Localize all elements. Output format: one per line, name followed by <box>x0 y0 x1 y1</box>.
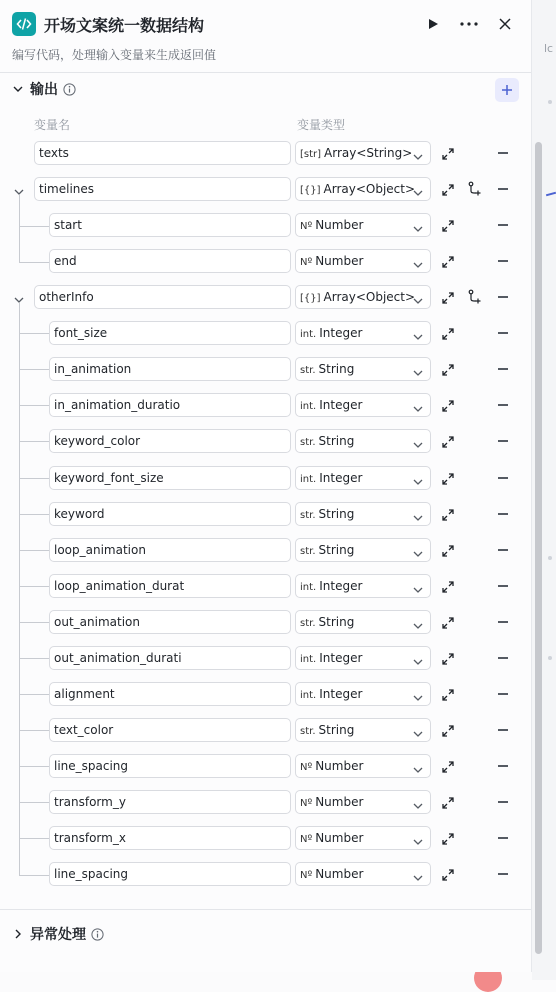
variable-name-input[interactable]: otherInfo <box>34 285 291 309</box>
chevron-down-icon <box>412 761 424 783</box>
type-label: String <box>318 362 355 376</box>
canvas-dot <box>548 556 552 560</box>
chevron-right-icon <box>12 928 24 940</box>
expand-icon[interactable] <box>441 290 455 304</box>
variable-type-select[interactable] <box>295 610 431 634</box>
type-icon: str. <box>300 618 316 629</box>
remove-row-button[interactable] <box>498 729 508 731</box>
type-icon: int. <box>300 582 317 593</box>
variable-name-input[interactable]: transform_y <box>49 790 291 814</box>
type-icon: [str] <box>300 149 322 160</box>
type-label: Number <box>315 759 364 773</box>
variable-type-select[interactable] <box>295 826 431 850</box>
chevron-down-icon <box>12 83 24 95</box>
tree-connector <box>19 658 49 659</box>
expand-icon[interactable] <box>441 759 455 773</box>
chevron-down-icon <box>412 148 424 170</box>
tree-connector <box>19 622 49 623</box>
remove-row-button[interactable] <box>498 477 508 479</box>
type-icon: Nº <box>300 221 313 232</box>
type-label: Number <box>315 218 364 232</box>
tree-connector <box>19 550 49 551</box>
divider <box>0 909 531 910</box>
type-label: Integer <box>319 471 363 485</box>
type-label: Integer <box>319 326 363 340</box>
type-icon: int. <box>300 329 317 340</box>
node-description[interactable]: 编写代码，处理输入变量来生成返回值 <box>12 48 217 62</box>
variable-name-input[interactable]: in_animation <box>49 357 291 381</box>
expand-icon[interactable] <box>441 507 455 521</box>
remove-row-button[interactable] <box>498 621 508 623</box>
chevron-down-icon <box>412 328 424 350</box>
variable-type-select[interactable] <box>295 249 431 273</box>
more-button[interactable] <box>459 14 479 34</box>
variable-type-select[interactable] <box>295 754 431 778</box>
remove-row-button[interactable] <box>498 585 508 587</box>
variable-name-input[interactable]: in_animation_duratio <box>49 393 291 417</box>
close-icon <box>498 17 512 31</box>
variable-type-select[interactable] <box>295 862 431 886</box>
type-icon: [{}] <box>300 185 321 196</box>
remove-row-button[interactable] <box>498 765 508 767</box>
chevron-down-icon[interactable] <box>13 291 25 303</box>
type-label: Integer <box>319 398 363 412</box>
output-section-toggle[interactable] <box>12 79 76 99</box>
chevron-down-icon <box>412 256 424 278</box>
variable-type-select[interactable] <box>295 790 431 814</box>
variable-type-select[interactable] <box>295 429 431 453</box>
chevron-down-icon <box>412 436 424 458</box>
canvas-dot <box>548 656 552 660</box>
column-header-type: 变量类型 <box>297 118 346 132</box>
tree-connector <box>19 262 49 263</box>
tree-connector <box>19 195 20 262</box>
more-icon <box>460 22 478 26</box>
tree-connector <box>19 730 49 731</box>
remove-row-button[interactable] <box>498 513 508 515</box>
play-icon <box>427 18 439 30</box>
tree-connector <box>19 441 49 442</box>
tree-connector <box>19 802 49 803</box>
type-icon: str. <box>300 510 316 521</box>
variable-name-input[interactable]: font_size <box>49 321 291 345</box>
variable-type-select[interactable] <box>295 718 431 742</box>
variable-name-input[interactable]: timelines <box>34 177 291 201</box>
expand-icon[interactable] <box>441 651 455 665</box>
type-label: Number <box>315 867 364 881</box>
remove-row-button[interactable] <box>498 224 508 226</box>
type-icon: Nº <box>300 257 313 268</box>
tree-connector <box>19 514 49 515</box>
type-icon: int. <box>300 401 317 412</box>
type-label: String <box>318 615 355 629</box>
remove-row-button[interactable] <box>498 404 508 406</box>
variable-type-select[interactable] <box>295 141 431 165</box>
type-label: Array<String> <box>324 146 413 160</box>
type-label: Integer <box>319 687 363 701</box>
expand-icon[interactable] <box>441 831 455 845</box>
type-label: String <box>318 434 355 448</box>
variable-type-select[interactable] <box>295 502 431 526</box>
variable-type-select[interactable] <box>295 538 431 562</box>
canvas-ghost-text: lc <box>544 42 554 55</box>
expand-icon[interactable] <box>441 867 455 881</box>
expand-icon[interactable] <box>441 398 455 412</box>
expand-icon[interactable] <box>441 579 455 593</box>
info-icon[interactable] <box>91 928 104 941</box>
chevron-down-icon <box>412 581 424 603</box>
type-label: Number <box>315 254 364 268</box>
type-label: String <box>318 543 355 557</box>
expand-icon[interactable] <box>441 182 455 196</box>
variable-name-input[interactable]: text_color <box>49 718 291 742</box>
variable-name-input[interactable]: loop_animation <box>49 538 291 562</box>
expand-icon[interactable] <box>441 326 455 340</box>
remove-row-button[interactable] <box>498 693 508 695</box>
remove-row-button[interactable] <box>498 440 508 442</box>
type-label: Integer <box>319 579 363 593</box>
close-button[interactable] <box>495 14 515 34</box>
variable-name-input[interactable]: loop_animation_durat <box>49 574 291 598</box>
expand-icon[interactable] <box>441 543 455 557</box>
variable-name-input[interactable]: keyword_font_size <box>49 466 291 490</box>
variable-name-input[interactable]: alignment <box>49 682 291 706</box>
chevron-down-icon <box>412 617 424 639</box>
variable-name-input[interactable]: start <box>49 213 291 237</box>
remove-row-button[interactable] <box>498 837 508 839</box>
remove-row-button[interactable] <box>498 260 508 262</box>
add-child-icon[interactable] <box>467 181 483 197</box>
variable-type-select[interactable] <box>295 574 431 598</box>
plus-icon <box>501 84 513 96</box>
remove-row-button[interactable] <box>498 368 508 370</box>
tree-connector <box>19 766 49 767</box>
chevron-down-icon <box>412 869 424 891</box>
chevron-down-icon[interactable] <box>13 183 25 195</box>
expand-icon[interactable] <box>441 615 455 629</box>
type-icon: int. <box>300 690 317 701</box>
tree-connector <box>19 694 49 695</box>
remove-row-button[interactable] <box>498 657 508 659</box>
remove-row-button[interactable] <box>498 296 508 298</box>
type-icon: str. <box>300 365 316 376</box>
chevron-down-icon <box>412 797 424 819</box>
type-icon: str. <box>300 546 316 557</box>
remove-row-button[interactable] <box>498 152 508 154</box>
tree-connector <box>19 838 49 839</box>
exception-section-toggle[interactable] <box>12 924 104 944</box>
chevron-down-icon <box>412 184 424 206</box>
chevron-down-icon <box>412 833 424 855</box>
variable-type-select[interactable] <box>295 682 431 706</box>
expand-icon[interactable] <box>441 687 455 701</box>
type-label: String <box>318 507 355 521</box>
output-section-title: 输出 <box>30 82 58 98</box>
info-icon[interactable] <box>63 83 76 96</box>
expand-icon[interactable] <box>441 723 455 737</box>
expand-icon[interactable] <box>441 218 455 232</box>
expand-icon[interactable] <box>441 795 455 809</box>
tree-connector <box>19 369 49 370</box>
chevron-down-icon <box>412 473 424 495</box>
type-label: Array<Object> <box>323 182 416 196</box>
type-icon: Nº <box>300 798 313 809</box>
type-icon: str. <box>300 726 316 737</box>
expand-icon[interactable] <box>441 434 455 448</box>
type-icon: Nº <box>300 870 313 881</box>
variable-name-input[interactable]: line_spacing <box>49 754 291 778</box>
expand-icon[interactable] <box>441 254 455 268</box>
variable-type-select[interactable] <box>295 177 431 201</box>
tree-connector <box>19 875 49 876</box>
tree-connector <box>19 586 49 587</box>
chevron-down-icon <box>412 509 424 531</box>
variable-name-input[interactable]: texts <box>34 141 291 165</box>
type-icon: Nº <box>300 762 313 773</box>
variable-name-input[interactable]: out_animation_durati <box>49 646 291 670</box>
type-icon: int. <box>300 654 317 665</box>
canvas-dot <box>548 100 552 104</box>
expand-icon[interactable] <box>441 471 455 485</box>
tree-connector <box>19 333 49 334</box>
add-child-icon[interactable] <box>467 289 483 305</box>
node-title[interactable]: 开场文案统一数据结构 <box>44 16 205 35</box>
chevron-down-icon <box>412 725 424 747</box>
chevron-down-icon <box>412 689 424 711</box>
code-icon <box>12 12 36 36</box>
variable-name-input[interactable]: keyword_color <box>49 429 291 453</box>
panel-header <box>0 0 531 73</box>
tree-connector <box>19 405 49 406</box>
variable-name-input[interactable]: end <box>49 249 291 273</box>
variable-type-select[interactable] <box>295 646 431 670</box>
tree-connector <box>19 303 20 875</box>
type-icon: Nº <box>300 834 313 845</box>
variable-name-input[interactable]: transform_x <box>49 826 291 850</box>
remove-row-button[interactable] <box>498 801 508 803</box>
column-header-name: 变量名 <box>34 118 71 132</box>
type-label: Array<Object> <box>323 290 416 304</box>
variable-type-select[interactable] <box>295 213 431 237</box>
scrollbar[interactable] <box>535 142 542 954</box>
expand-icon[interactable] <box>441 146 455 160</box>
variable-type-select[interactable] <box>295 466 431 490</box>
type-label: Number <box>315 795 364 809</box>
type-icon: int. <box>300 474 317 485</box>
exception-section-title: 异常处理 <box>30 927 86 943</box>
type-icon: str. <box>300 437 316 448</box>
variable-type-select[interactable] <box>295 357 431 381</box>
type-label: Number <box>315 831 364 845</box>
tree-connector <box>19 478 49 479</box>
variable-type-select[interactable] <box>295 393 431 417</box>
remove-row-button[interactable] <box>498 873 508 875</box>
type-label: String <box>318 723 355 737</box>
type-icon: [{}] <box>300 293 321 304</box>
variable-name-input[interactable]: keyword <box>49 502 291 526</box>
chevron-down-icon <box>412 545 424 567</box>
chevron-down-icon <box>412 220 424 242</box>
variable-type-select[interactable] <box>295 285 431 309</box>
remove-row-button[interactable] <box>498 549 508 551</box>
chevron-down-icon <box>412 364 424 386</box>
chevron-down-icon <box>412 653 424 675</box>
remove-row-button[interactable] <box>498 188 508 190</box>
chevron-down-icon <box>412 292 424 314</box>
type-label: Integer <box>319 651 363 665</box>
chevron-down-icon <box>412 400 424 422</box>
run-button[interactable] <box>423 14 443 34</box>
expand-icon[interactable] <box>441 362 455 376</box>
add-output-button[interactable] <box>495 78 519 102</box>
variable-name-input[interactable]: out_animation <box>49 610 291 634</box>
tree-connector <box>19 226 49 227</box>
variable-name-input[interactable]: line_spacing <box>49 862 291 886</box>
remove-row-button[interactable] <box>498 332 508 334</box>
variable-type-select[interactable] <box>295 321 431 345</box>
